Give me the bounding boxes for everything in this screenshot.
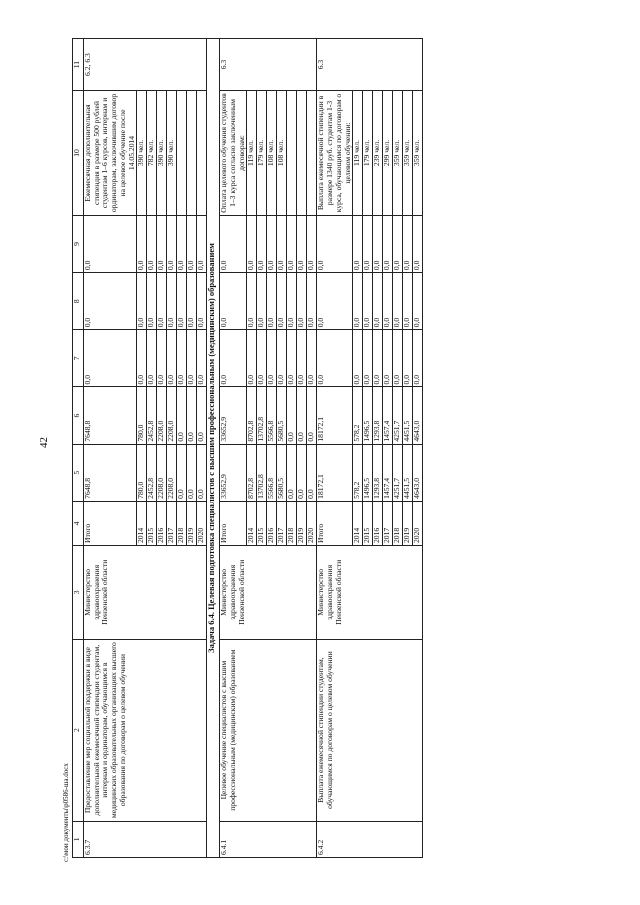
value-cell: 0,0 <box>187 215 197 272</box>
value-cell: 5680,5 <box>277 387 287 444</box>
indicator-value: 239 чел. <box>373 91 383 216</box>
value-cell: 0,0 <box>157 215 167 272</box>
value-cell: 0,0 <box>197 215 207 272</box>
header-cell: 2 <box>73 639 84 821</box>
year-cell: 2016 <box>373 501 383 545</box>
value-cell: 5680,5 <box>277 444 287 501</box>
header-cell: 4 <box>73 501 84 545</box>
value-cell: 0,0 <box>247 330 257 387</box>
indicator-value: 359 чел. <box>403 91 413 216</box>
value-cell: 0,0 <box>297 330 307 387</box>
value-cell: 0,0 <box>187 330 197 387</box>
value-cell: 0,0 <box>307 330 317 387</box>
year-cell: 2020 <box>413 501 423 545</box>
executor: Министерство здравоохранения Пензенской области <box>84 546 207 640</box>
value-cell: 0,0 <box>167 215 177 272</box>
value-cell: 5566,8 <box>267 444 277 501</box>
value-cell: 0,0 <box>257 273 267 330</box>
value-cell: 780,0 <box>137 387 147 444</box>
total-label: Итого <box>317 501 353 545</box>
measure-number: 6.4.1 <box>220 821 317 857</box>
value-cell: 0,0 <box>403 273 413 330</box>
value-cell: 0,0 <box>383 273 393 330</box>
total-value: 0,0 <box>220 215 247 272</box>
page-number: 42 <box>38 437 50 448</box>
value-cell: 4451,5 <box>403 387 413 444</box>
value-cell: 0,0 <box>247 215 257 272</box>
measure-number: 6.3.7 <box>84 821 207 857</box>
year-cell: 2018 <box>287 501 297 545</box>
value-cell: 0,0 <box>373 330 383 387</box>
value-cell: 2452,8 <box>147 444 157 501</box>
value-cell: 0,0 <box>297 215 307 272</box>
value-cell: 0,0 <box>413 215 423 272</box>
indicator-value: 390 чел. <box>167 91 177 216</box>
year-cell: 2019 <box>403 501 413 545</box>
measure-name: Выплата ежемесячной стипендии студентам, обучающимся по договорам о целевом обучении <box>317 639 423 821</box>
value-cell: 0,0 <box>187 444 197 501</box>
indicator-value: 108 чел. <box>277 91 287 216</box>
value-cell: 0,0 <box>257 330 267 387</box>
program-table <box>72 38 423 858</box>
total-value: 18172,1 <box>317 444 353 501</box>
value-cell: 0,0 <box>287 444 297 501</box>
value-cell: 4251,7 <box>393 444 403 501</box>
year-cell: 2018 <box>393 501 403 545</box>
value-cell: 0,0 <box>287 330 297 387</box>
value-cell: 0,0 <box>403 215 413 272</box>
value-cell: 0,0 <box>307 387 317 444</box>
year-cell: 2015 <box>257 501 267 545</box>
year-cell: 2015 <box>147 501 157 545</box>
value-cell: 0,0 <box>393 215 403 272</box>
header-cell: 9 <box>73 215 84 272</box>
total-value: 0,0 <box>317 330 353 387</box>
header-cell: 5 <box>73 444 84 501</box>
header-cell: 7 <box>73 330 84 387</box>
reference: 6.3 <box>317 39 423 91</box>
indicator-value: 179 чел. <box>257 91 267 216</box>
value-cell: 0,0 <box>177 330 187 387</box>
indicator-value: 119 чел. <box>353 91 363 216</box>
value-cell: 0,0 <box>267 273 277 330</box>
year-cell: 2019 <box>297 501 307 545</box>
indicator-text: Ежемесячная дополнительная стипендия в размере 500 рублей студентам 1–6 курсов, интернам и ординаторам, заключившим договор на целевое обучение после 14.05.2014 <box>84 91 137 216</box>
indicator-value: 390 чел. <box>137 91 147 216</box>
value-cell: 0,0 <box>177 273 187 330</box>
value-cell: 0,0 <box>157 273 167 330</box>
value-cell: 0,0 <box>413 273 423 330</box>
value-cell: 0,0 <box>167 330 177 387</box>
value-cell: 0,0 <box>197 387 207 444</box>
value-cell: 0,0 <box>187 273 197 330</box>
value-cell: 0,0 <box>167 273 177 330</box>
value-cell: 0,0 <box>353 273 363 330</box>
value-cell: 0,0 <box>363 273 373 330</box>
year-cell: 2016 <box>157 501 167 545</box>
value-cell: 4451,5 <box>403 444 413 501</box>
block-total-row <box>317 39 353 858</box>
value-cell: 0,0 <box>393 330 403 387</box>
indicator-value: 359 чел. <box>413 91 423 216</box>
value-cell: 0,0 <box>307 273 317 330</box>
reference: 6.2, 6.3 <box>84 39 207 91</box>
indicator-value <box>287 91 297 216</box>
total-value: 0,0 <box>220 330 247 387</box>
value-cell: 0,0 <box>187 387 197 444</box>
value-cell: 2208,0 <box>157 387 167 444</box>
file-path-footer: c:\мои документы\р0586-ша.docx <box>62 763 70 862</box>
value-cell: 8702,8 <box>247 387 257 444</box>
year-cell: 2016 <box>267 501 277 545</box>
header-cell: 1 <box>73 821 84 857</box>
value-cell: 0,0 <box>393 273 403 330</box>
value-cell: 4643,0 <box>413 387 423 444</box>
value-cell: 0,0 <box>307 444 317 501</box>
year-cell: 2014 <box>353 501 363 545</box>
value-cell: 1293,8 <box>373 444 383 501</box>
indicator-value <box>297 91 307 216</box>
value-cell: 0,0 <box>383 330 393 387</box>
value-cell: 0,0 <box>373 273 383 330</box>
value-cell: 780,0 <box>137 444 147 501</box>
value-cell: 0,0 <box>147 330 157 387</box>
value-cell: 2208,0 <box>167 444 177 501</box>
year-cell: 2020 <box>307 501 317 545</box>
measure-name: Целевое обучение специалистов с высшим профессиональным (медицинским) образованием <box>220 639 317 821</box>
year-cell: 2014 <box>137 501 147 545</box>
value-cell: 0,0 <box>307 215 317 272</box>
indicator-value <box>187 91 197 216</box>
indicator-value <box>177 91 187 216</box>
value-cell: 4251,7 <box>393 387 403 444</box>
header-cell: 8 <box>73 273 84 330</box>
value-cell: 2208,0 <box>157 444 167 501</box>
total-label: Итого <box>84 501 137 545</box>
value-cell: 0,0 <box>287 387 297 444</box>
value-cell: 5566,8 <box>267 387 277 444</box>
value-cell: 0,0 <box>197 273 207 330</box>
executor: Министерство здравоохранения Пензенской области <box>220 546 317 640</box>
value-cell: 2208,0 <box>167 387 177 444</box>
year-cell: 2017 <box>167 501 177 545</box>
total-label: Итого <box>220 501 247 545</box>
indicator-value: 179 чел. <box>363 91 373 216</box>
value-cell: 1457,4 <box>383 387 393 444</box>
value-cell: 0,0 <box>267 330 277 387</box>
value-cell: 0,0 <box>147 215 157 272</box>
value-cell: 0,0 <box>297 273 307 330</box>
total-value: 0,0 <box>220 273 247 330</box>
rotated-table-wrapper <box>72 38 620 858</box>
value-cell: 0,0 <box>277 330 287 387</box>
block-total-row <box>84 39 137 858</box>
indicator-value: 299 чел. <box>383 91 393 216</box>
total-value: 18172,1 <box>317 387 353 444</box>
header-cell: 3 <box>73 546 84 640</box>
value-cell: 0,0 <box>147 273 157 330</box>
total-value: 33652,9 <box>220 444 247 501</box>
total-value: 7648,8 <box>84 387 137 444</box>
indicator-value: 108 чел. <box>267 91 277 216</box>
value-cell: 0,0 <box>383 215 393 272</box>
value-cell: 0,0 <box>137 330 147 387</box>
value-cell: 0,0 <box>287 273 297 330</box>
year-cell: 2020 <box>197 501 207 545</box>
table-body <box>73 39 423 858</box>
value-cell: 0,0 <box>373 215 383 272</box>
year-cell: 2017 <box>383 501 393 545</box>
header-cell: 10 <box>73 91 84 216</box>
year-cell: 2019 <box>187 501 197 545</box>
total-value: 0,0 <box>317 215 353 272</box>
indicator-value: 359 чел. <box>393 91 403 216</box>
value-cell: 0,0 <box>267 215 277 272</box>
year-cell: 2018 <box>177 501 187 545</box>
value-cell: 1496,5 <box>363 444 373 501</box>
executor: Министерство здравоохранения Пензенской области <box>317 546 423 640</box>
value-cell: 1496,5 <box>363 387 373 444</box>
value-cell: 8702,8 <box>247 444 257 501</box>
header-cell: 11 <box>73 39 84 91</box>
value-cell: 0,0 <box>277 273 287 330</box>
reference: 6.3 <box>220 39 317 91</box>
indicator-value <box>307 91 317 216</box>
value-cell: 0,0 <box>157 330 167 387</box>
total-value: 7648,8 <box>84 444 137 501</box>
value-cell: 0,0 <box>177 387 187 444</box>
value-cell: 0,0 <box>137 273 147 330</box>
year-cell: 2015 <box>363 501 373 545</box>
total-value: 0,0 <box>84 330 137 387</box>
total-value: 33652,9 <box>220 387 247 444</box>
measure-name: Предоставление мер социальной поддержки в виде дополнительной ежемесячной стипендии студентам, интернам и ординаторам, обучающимся в медицинских образовательных организациях высшего образования по договорам о целевом обучении <box>84 639 207 821</box>
year-cell: 2017 <box>277 501 287 545</box>
value-cell: 13702,8 <box>257 444 267 501</box>
value-cell: 0,0 <box>247 273 257 330</box>
value-cell: 0,0 <box>353 330 363 387</box>
value-cell: 0,0 <box>297 387 307 444</box>
value-cell: 1293,8 <box>373 387 383 444</box>
indicator-value: 782 чел. <box>147 91 157 216</box>
value-cell: 13702,8 <box>257 387 267 444</box>
value-cell: 0,0 <box>413 330 423 387</box>
header-cell: 6 <box>73 387 84 444</box>
year-cell: 2014 <box>247 501 257 545</box>
value-cell: 0,0 <box>403 330 413 387</box>
value-cell: 0,0 <box>177 444 187 501</box>
value-cell: 0,0 <box>197 444 207 501</box>
value-cell: 0,0 <box>277 215 287 272</box>
value-cell: 4643,0 <box>413 444 423 501</box>
indicator-value: 390 чел. <box>157 91 167 216</box>
indicator-text: Выплата ежемесячной стипендии в размере 1340 руб. студентам 1-3 курса, обучающимся по договорам о целевом обучении: <box>317 91 353 216</box>
value-cell: 0,0 <box>363 215 373 272</box>
value-cell: 0,0 <box>137 215 147 272</box>
value-cell: 0,0 <box>363 330 373 387</box>
task-title: Задача 6.4. Целевая подготовка специалистов с высшим профессиональным (медицинским) образованием <box>207 39 220 858</box>
indicator-value <box>197 91 207 216</box>
total-value: 0,0 <box>317 273 353 330</box>
value-cell: 0,0 <box>197 330 207 387</box>
block-total-row <box>220 39 247 858</box>
value-cell: 0,0 <box>257 215 267 272</box>
indicator-text: Оплата целевого обучения студентов 1–3 курса согласно заключенным договорам: <box>220 91 247 216</box>
total-value: 0,0 <box>84 273 137 330</box>
value-cell: 0,0 <box>353 215 363 272</box>
value-cell: 578,2 <box>353 387 363 444</box>
value-cell: 0,0 <box>297 444 307 501</box>
task-heading-row <box>207 39 220 858</box>
total-value: 0,0 <box>84 215 137 272</box>
header-row <box>73 39 84 858</box>
measure-number: 6.4.2 <box>317 821 423 857</box>
value-cell: 0,0 <box>177 215 187 272</box>
value-cell: 578,2 <box>353 444 363 501</box>
value-cell: 2452,8 <box>147 387 157 444</box>
value-cell: 1457,4 <box>383 444 393 501</box>
indicator-value: 119 чел. <box>247 91 257 216</box>
value-cell: 0,0 <box>287 215 297 272</box>
